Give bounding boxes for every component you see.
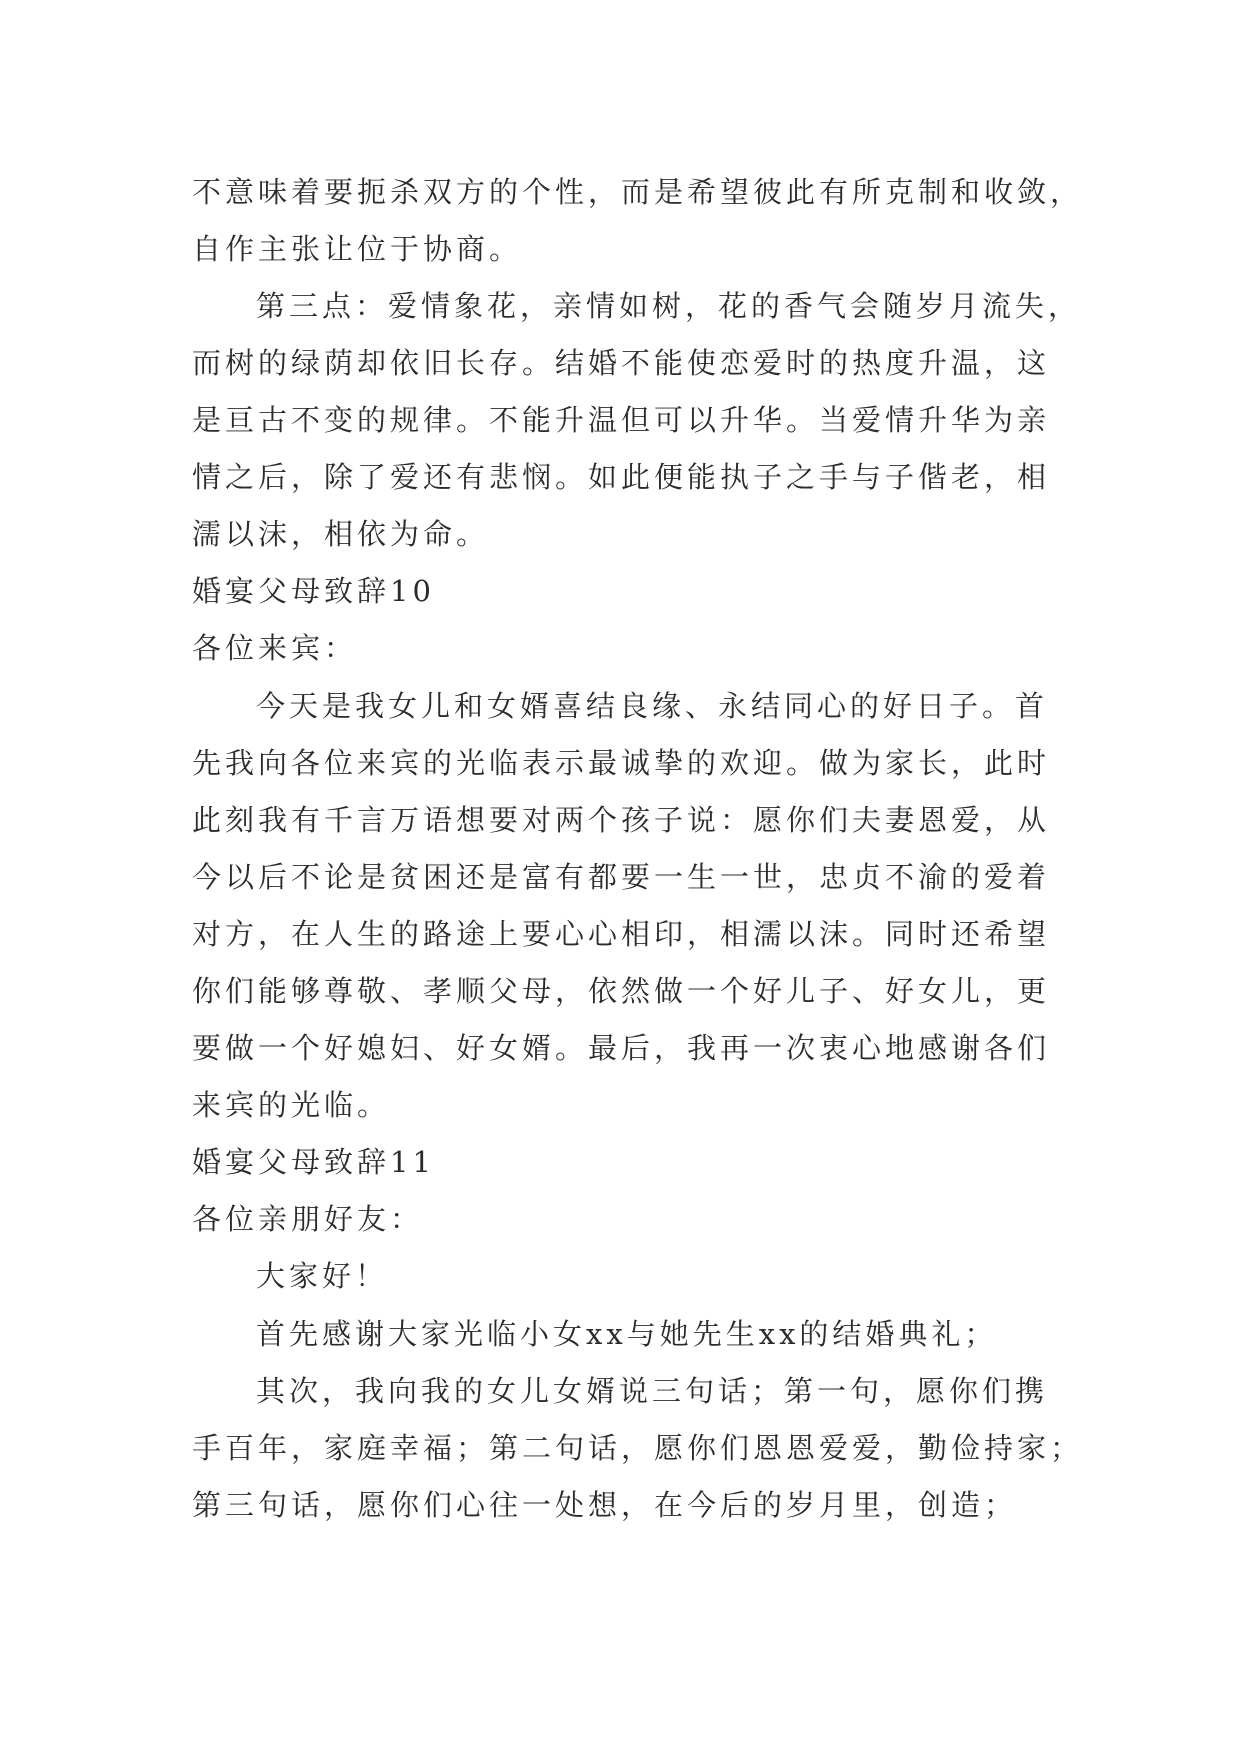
text-line: 而树的绿荫却依旧长存。结婚不能使恋爱时的热度升温，这 [192,346,1051,380]
text-line: 第三点：爱情象花，亲情如树，花的香气会随岁月流失， [256,289,1082,323]
text-line: 对方，在人生的路途上要心心相印，相濡以沫。同时还希望 [192,917,1051,951]
text-line: 今天是我女儿和女婿喜结良缘、永结同心的好日子。首 [256,689,1049,723]
text-line: 情之后，除了爱还有悲悯。如此便能执子之手与子偕老，相 [192,460,1051,494]
section-heading: 婚宴父母致辞11 [192,1145,435,1179]
salutation: 各位来宾： [192,631,358,665]
text-line: 先我向各位来宾的光临表示最诚挚的欢迎。做为家长，此时 [192,746,1051,780]
text-line: 大家好！ [256,1259,389,1293]
text-line: 濡以沫，相依为命。 [192,517,490,551]
text-line: 第三句话，愿你们心往一处想，在今后的岁月里，创造； [192,1488,1018,1522]
text-line: 自作主张让位于协商。 [192,232,523,266]
text-line: 手百年，家庭幸福；第二句话，愿你们恩恩爱爱，勤俭持家； [192,1431,1084,1465]
text-line: 你们能够尊敬、孝顺父母，依然做一个好儿子、好女儿，更 [192,974,1051,1008]
text-line: 是亘古不变的规律。不能升温但可以升华。当爱情升华为亲 [192,403,1051,437]
text-line: 来宾的光临。 [192,1088,391,1122]
text-line: 此刻我有千言万语想要对两个孩子说：愿你们夫妻恩爱，从 [192,803,1051,837]
text-line: 不意味着要扼杀双方的个性，而是希望彼此有所克制和收敛， [192,175,1084,209]
text-line: 今以后不论是贫困还是富有都要一生一世，忠贞不渝的爱着 [192,860,1051,894]
salutation: 各位亲朋好友： [192,1202,424,1236]
section-heading: 婚宴父母致辞10 [192,574,435,608]
text-line: 其次，我向我的女儿女婿说三句话；第一句，愿你们携 [256,1374,1049,1408]
text-line: 首先感谢大家光临小女xx与她先生xx的结婚典礼； [256,1317,998,1351]
text-line: 要做一个好媳妇、好女婿。最后，我再一次衷心地感谢各们 [192,1031,1051,1065]
